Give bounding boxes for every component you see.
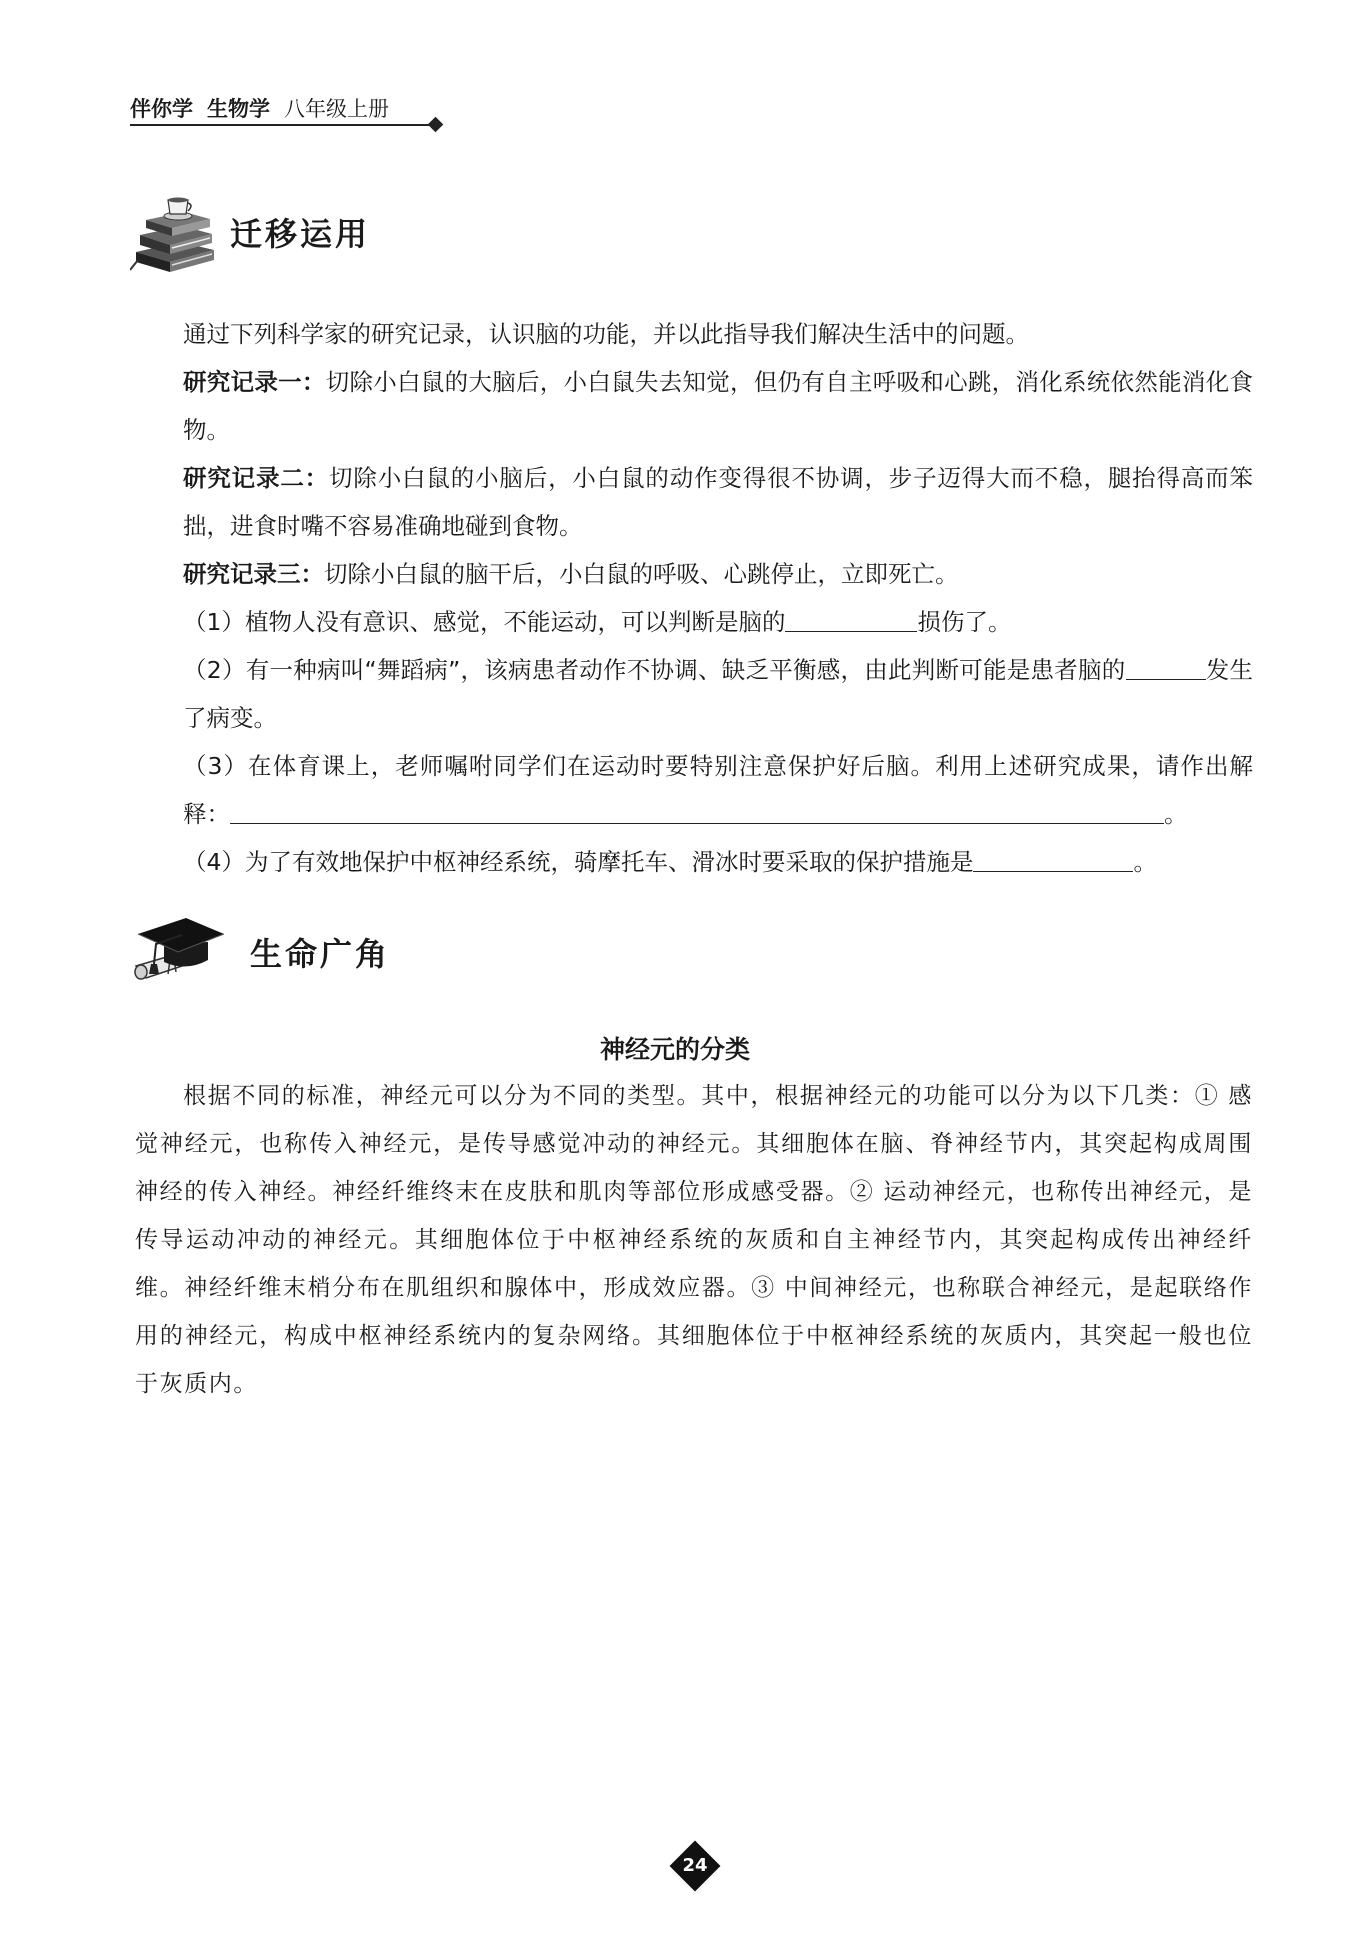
record-text: 切除小白鼠的大脑后，小白鼠失去知觉，但仍有自主呼吸和心跳，消化系统依然能消化食物。 xyxy=(183,368,1254,444)
books-coffee-icon xyxy=(130,190,220,280)
answer-blank[interactable] xyxy=(973,849,1133,872)
record-text: 切除小白鼠的小脑后，小白鼠的动作变得很不协调，步子迈得大而不稳，腿抬得高而笨拙，进食时嘴不容易准确地碰到食物。 xyxy=(183,464,1254,540)
exercise-intro: 通过下列科学家的研究记录，认识脑的功能，并以此指导我们解决生活中的问题。 xyxy=(183,320,1029,348)
research-record-1 xyxy=(135,358,1253,454)
question-1 xyxy=(135,598,1253,646)
question-4 xyxy=(135,838,1253,886)
graduation-cap-icon xyxy=(130,908,226,998)
header-rule xyxy=(130,124,434,126)
question-2 xyxy=(135,646,1253,742)
header-brand: 伴你学 xyxy=(130,97,193,121)
record-label: 研究记录二： xyxy=(183,464,330,492)
record-label: 研究记录三： xyxy=(183,560,324,588)
answer-blank[interactable] xyxy=(230,801,1164,824)
section-title: 生命广角 xyxy=(250,935,391,973)
question-tail: 。 xyxy=(1133,848,1157,876)
exercise-block xyxy=(135,310,1253,886)
article-title: 神经元的分类 xyxy=(599,1035,750,1064)
question-3 xyxy=(135,742,1253,838)
header-text xyxy=(130,96,389,122)
header-diamond-icon xyxy=(428,117,444,133)
section-title: 迁移运用 xyxy=(230,215,371,253)
question-text: （3）在体育课上，老师嘱咐同学们在运动时要特别注意保护好后脑。利用上述研究成果，请作出解释： xyxy=(183,752,1253,828)
question-text: （2）有一种病叫“舞蹈病”，该病患者动作不协调、缺乏平衡感，由此判断可能是患者脑的 xyxy=(183,656,1126,684)
section-life xyxy=(130,908,430,1003)
running-header xyxy=(130,96,448,126)
question-tail: 。 xyxy=(1164,800,1188,828)
answer-blank[interactable] xyxy=(1126,657,1206,680)
article-paragraph: 根据不同的标准，神经元可以分为不同的类型。其中，根据神经元的功能可以分为以下几类：① 感觉神经元，也称传入神经元，是传导感觉冲动的神经元。其细胞体在脑、脊神经节内，其突起构成周围神经的传入神经。神经纤维终末在皮肤和肌肉等部位形成感受器。② 运动神经元，也称传出神经元，是传导运动冲动的神经元。其细胞体位于中枢神经系统的灰质和自主神经节内，其突起构成传出神经纤维。神经纤维末梢分布在肌组织和腺体中，形成效应器。③ 中间神经元，也称联合神经元，是起联络作用的神经元，构成中枢神经系统内的复杂网络。其细胞体位于中枢神经系统的灰质内，其突起一般也位于灰质内。 xyxy=(135,1083,1253,1397)
record-label: 研究记录一： xyxy=(183,368,326,396)
question-tail: 发生了病变。 xyxy=(183,656,1253,732)
page-number-text: 24 xyxy=(682,1855,708,1876)
question-tail: 损伤了。 xyxy=(917,608,1012,636)
answer-blank[interactable] xyxy=(785,609,917,632)
section-transfer xyxy=(130,190,430,285)
question-text: （1）植物人没有意识、感觉，不能运动，可以判断是脑的 xyxy=(183,608,786,636)
header-grade: 八年级上册 xyxy=(284,97,389,121)
header-subject: 生物学 xyxy=(207,97,270,121)
record-text: 切除小白鼠的脑干后，小白鼠的呼吸、心跳停止，立即死亡。 xyxy=(324,560,959,588)
article-body xyxy=(135,1072,1253,1408)
research-record-2 xyxy=(135,454,1253,550)
page-number xyxy=(670,1841,720,1891)
question-text: （4）为了有效地保护中枢神经系统，骑摩托车、滑冰时要采取的保护措施是 xyxy=(183,848,974,876)
research-record-3 xyxy=(135,550,1253,598)
